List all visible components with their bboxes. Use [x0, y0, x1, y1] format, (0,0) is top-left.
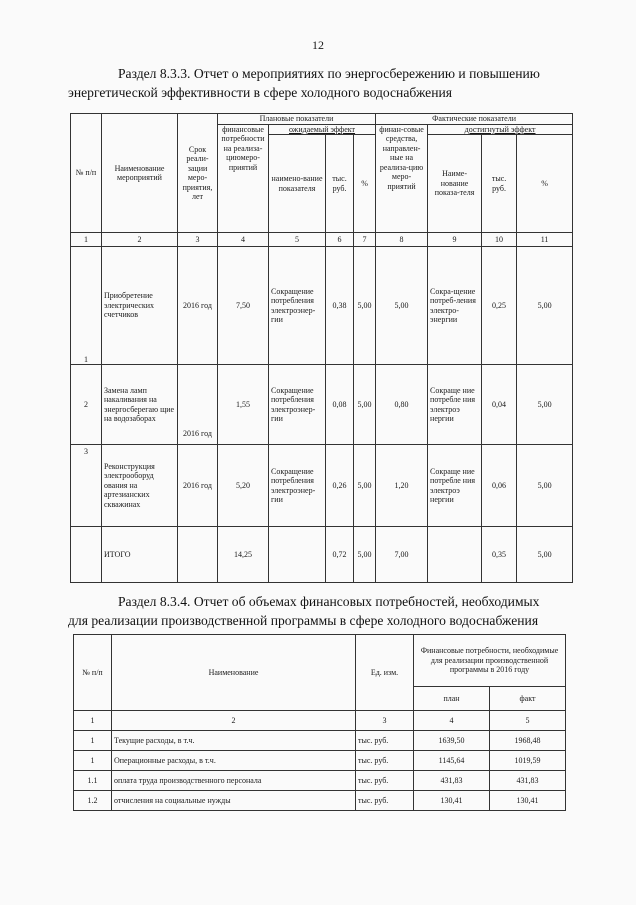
- t2-col-header-fin-needs: Финансовые потребности, необходимые для реализации производственной программы в 2016 году: [414, 635, 566, 687]
- column-number: 5: [490, 711, 566, 731]
- t2-column-number-row: [74, 711, 566, 731]
- total-label: ИТОГО: [102, 527, 178, 583]
- column-number: 7: [354, 233, 376, 247]
- section-8-3-4-title-line1: Раздел 8.3.4. Отчет об объемах финансовых потребностей, необходимых: [118, 594, 540, 609]
- t2-row-fact: 1968,48: [490, 731, 566, 751]
- t2-row-fact: 431,83: [490, 771, 566, 791]
- total-row: [71, 527, 573, 583]
- group-header-plan: Плановые показатели: [218, 114, 376, 125]
- table-row: [71, 445, 573, 527]
- t2-row-num: 1.2: [74, 791, 112, 811]
- row-plan-pct: 5,00: [354, 445, 376, 527]
- t2-row-name: оплата труда производственного персонала: [112, 771, 356, 791]
- total-plan-fin: 14,25: [218, 527, 269, 583]
- row-term: 2016 год: [178, 247, 218, 365]
- row-fact-indicator: Сокра-щение потреб-ления электро-энергии: [428, 247, 482, 365]
- row-fact-fin: 1,20: [376, 445, 428, 527]
- subheader-expected-effect: ожидаемый эффект: [269, 124, 376, 135]
- t2-col-header-name: Наименование: [112, 635, 356, 711]
- col-header-fact-fin: финан-совые средства, направлен-ные на реализа-цию меро-приятий: [376, 124, 428, 233]
- t2-row-fact: 130,41: [490, 791, 566, 811]
- column-number: 9: [428, 233, 482, 247]
- row-name: Замена ламп накаливания на энергосберегаю щие на водозаборах: [102, 365, 178, 445]
- row-plan-thous: 0,38: [326, 247, 354, 365]
- column-number: 4: [218, 233, 269, 247]
- section-8-3-3-title-line2: энергетической эффективности в сфере холодного водоснабжения: [68, 85, 452, 100]
- t2-row-plan: 431,83: [414, 771, 490, 791]
- row-num: 2: [71, 365, 102, 445]
- table-row: [74, 751, 566, 771]
- column-number-row: [71, 233, 573, 247]
- column-number: 10: [482, 233, 517, 247]
- row-name: Приобретение электрических счетчиков: [102, 247, 178, 365]
- section-8-3-4-title-line2: для реализации производственной программы в сфере холодного водоснабжения: [68, 613, 539, 628]
- total-fact-fin: 7,00: [376, 527, 428, 583]
- table-row: [74, 791, 566, 811]
- table-row: [71, 247, 573, 365]
- col-header-fact-indicator: Наиме-нование показа-теля: [428, 135, 482, 233]
- section-8-3-3-heading: [68, 64, 576, 102]
- t2-row-unit: тыс. руб.: [356, 731, 414, 751]
- row-term: 2016 год: [178, 445, 218, 527]
- table-row: [74, 771, 566, 791]
- total-plan-pct: 5,00: [354, 527, 376, 583]
- t2-row-unit: тыс. руб.: [356, 751, 414, 771]
- column-number: 4: [414, 711, 490, 731]
- col-header-plan-fin: финансовые потребности на реализа-циюмеро-приятий: [218, 124, 269, 233]
- row-term: 2016 год: [178, 365, 218, 445]
- total-plan-thous: 0,72: [326, 527, 354, 583]
- column-number: 1: [71, 233, 102, 247]
- column-number: 6: [326, 233, 354, 247]
- row-fact-indicator: Сокраще ние потребле ния электроэ нергии: [428, 365, 482, 445]
- row-fact-thous: 0,25: [482, 247, 517, 365]
- t2-row-unit: тыс. руб.: [356, 791, 414, 811]
- row-fact-indicator: Сокраще ние потребле ния электроэ нергии: [428, 445, 482, 527]
- t2-row-num: 1: [74, 751, 112, 771]
- column-number: 3: [356, 711, 414, 731]
- t2-row-num: 1.1: [74, 771, 112, 791]
- t2-col-header-num: № п/п: [74, 635, 112, 711]
- row-name: Реконструкция электрооборуд ования на артезианских скважинах: [102, 445, 178, 527]
- t2-row-plan: 1145,64: [414, 751, 490, 771]
- t2-row-fact: 1019,59: [490, 751, 566, 771]
- row-fact-pct: 5,00: [517, 365, 573, 445]
- table-row: [74, 731, 566, 751]
- t2-col-header-plan: план: [414, 687, 490, 711]
- row-plan-thous: 0,26: [326, 445, 354, 527]
- column-number: 2: [102, 233, 178, 247]
- column-number: 2: [112, 711, 356, 731]
- financial-needs-table: [73, 634, 566, 811]
- row-plan-fin: 5,20: [218, 445, 269, 527]
- row-plan-fin: 7,50: [218, 247, 269, 365]
- col-header-plan-pct: %: [354, 135, 376, 233]
- col-header-fact-thous: тыс. руб.: [482, 135, 517, 233]
- energy-measures-table: [70, 113, 573, 583]
- total-fact-pct: 5,00: [517, 527, 573, 583]
- row-plan-thous: 0,08: [326, 365, 354, 445]
- group-header-fact: Фактические показатели: [376, 114, 573, 125]
- col-header-plan-thous: тыс. руб.: [326, 135, 354, 233]
- t2-row-name: Текущие расходы, в т.ч.: [112, 731, 356, 751]
- row-plan-indicator: Сокращение потребления электроэнер-гии: [269, 365, 326, 445]
- total-fact-thous: 0,35: [482, 527, 517, 583]
- subheader-achieved-effect: достигнутый эффект: [428, 124, 573, 135]
- section-8-3-4-heading: [68, 592, 576, 630]
- t2-row-num: 1: [74, 731, 112, 751]
- row-fact-thous: 0,06: [482, 445, 517, 527]
- col-header-term: Срок реали-зации меро-приятия, лет: [178, 114, 218, 233]
- t2-row-name: отчисления на социальные нужды: [112, 791, 356, 811]
- row-plan-pct: 5,00: [354, 247, 376, 365]
- col-header-name: Наименование мероприятий: [102, 114, 178, 233]
- t2-row-name: Операционные расходы, в т.ч.: [112, 751, 356, 771]
- column-number: 11: [517, 233, 573, 247]
- row-fact-pct: 5,00: [517, 247, 573, 365]
- t2-row-unit: тыс. руб.: [356, 771, 414, 791]
- row-fact-fin: 0,80: [376, 365, 428, 445]
- t2-col-header-unit: Ед. изм.: [356, 635, 414, 711]
- column-number: 3: [178, 233, 218, 247]
- t2-row-plan: 130,41: [414, 791, 490, 811]
- row-plan-pct: 5,00: [354, 365, 376, 445]
- row-fact-thous: 0,04: [482, 365, 517, 445]
- table-row: [71, 365, 573, 445]
- row-num: 1: [71, 247, 102, 365]
- row-plan-fin: 1,55: [218, 365, 269, 445]
- column-number: 5: [269, 233, 326, 247]
- t2-row-plan: 1639,50: [414, 731, 490, 751]
- page-number: 12: [312, 38, 324, 52]
- section-8-3-3-title-line1: Раздел 8.3.3. Отчет о мероприятиях по энергосбережению и повышению: [118, 66, 540, 81]
- col-header-num: № п/п: [71, 114, 102, 233]
- row-fact-pct: 5,00: [517, 445, 573, 527]
- col-header-fact-pct: %: [517, 135, 573, 233]
- column-number: 8: [376, 233, 428, 247]
- row-plan-indicator: Сокращение потребления электроэнер-гии: [269, 247, 326, 365]
- column-number: 1: [74, 711, 112, 731]
- t2-col-header-fact: факт: [490, 687, 566, 711]
- row-fact-fin: 5,00: [376, 247, 428, 365]
- row-plan-indicator: Сокращение потребления электроэнер-гии: [269, 445, 326, 527]
- row-num: 3: [71, 445, 102, 527]
- col-header-plan-indicator: наимено-вание показателя: [269, 135, 326, 233]
